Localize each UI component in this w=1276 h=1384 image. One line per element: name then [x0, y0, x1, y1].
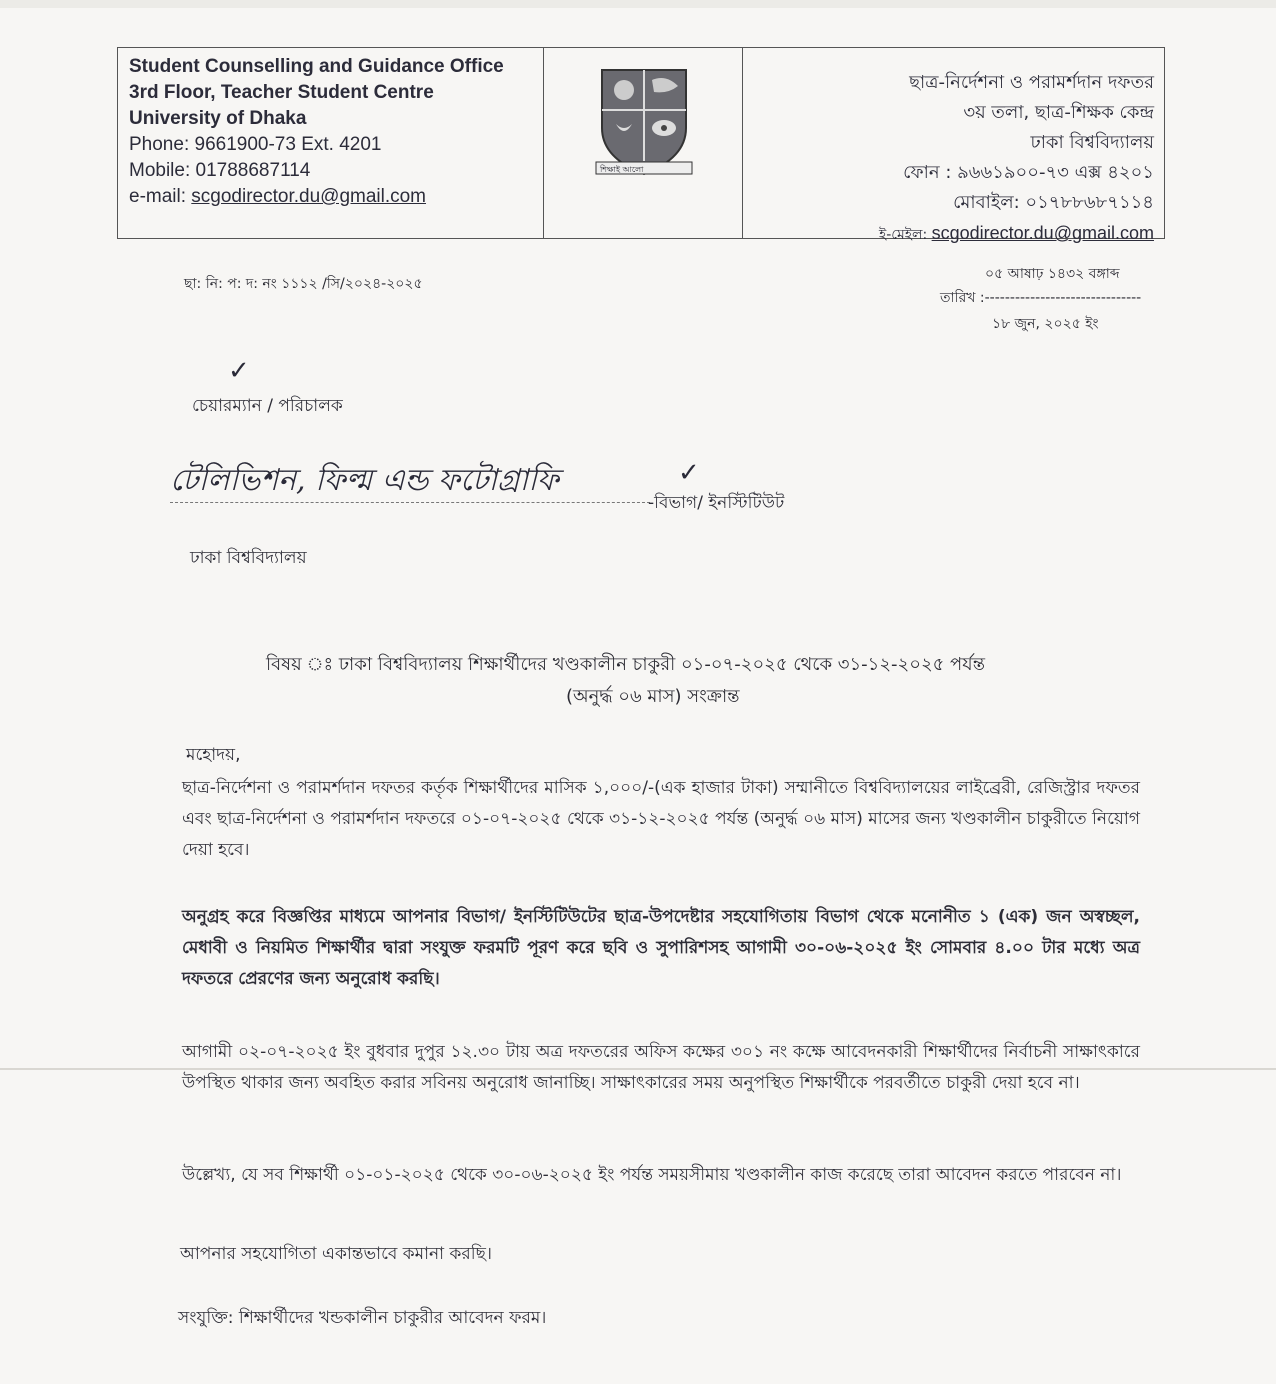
office-name-en: Student Counselling and Guidance Office: [129, 56, 504, 77]
mobile-bn: মোবাইল: ০১৭৮৮৬৮৭১১৪: [953, 192, 1154, 213]
thanks-line: আপনার সহযোগিতা একান্তভাবে কমানা করছি।: [180, 1244, 493, 1264]
memo-number: ছা: নি: প: দ: নং ১১১২ /সি/২০২৪-২০২৫: [184, 276, 423, 292]
letterhead-seal: [544, 48, 743, 238]
date-english: ১৮ জুন, ২০২৫ ইং: [992, 316, 1099, 332]
letterhead: [117, 47, 1165, 243]
recipient-designation: চেয়ারম্যান / পরিচালক: [192, 396, 343, 416]
date-bangla: ০৫ আষাঢ় ১৪৩২ বঙ্গাব্দ: [985, 266, 1120, 282]
university-en: University of Dhaka: [129, 108, 307, 129]
checkmark-icon: ✓: [678, 458, 700, 488]
letterhead-bangla: [743, 48, 1164, 243]
recipient-university: ঢাকা বিশ্ববিদ্যালয়: [190, 548, 307, 568]
date-label: তারিখ :-------------------------------: [940, 290, 1142, 306]
phone-en: Phone: 9661900-73 Ext. 4201: [129, 134, 382, 155]
attachment-line: সংযুক্তি: শিক্ষার্থীদের খন্ডকালীন চাকুরীর আবেদন ফরম।: [178, 1308, 547, 1328]
paragraph-3: আগামী ০২-০৭-২০২৫ ইং বুধবার দুপুর ১২.৩০ টায় অত্র দফতরের অফিস কক্ষের ৩০১ নং কক্ষে আবেদনকারী শিক্ষার্থীদের নির্বাচনী সাক্ষাৎকারে উপস্থিত থাকার জন্য অবহিত করার সবিনয় অনুরোধ জানাচ্ছি। সাক্ষাৎকারের সময় অনুপস্থিত শিক্ষার্থীকে পরবর্তীতে চাকুরী দেয়া হবে না।: [182, 1042, 1140, 1093]
letterhead-english: [118, 48, 544, 238]
paper-fold: [0, 1068, 1276, 1070]
phone-bn: ফোন : ৯৬৬১৯০০-৭৩ এক্স ৪২০১: [903, 162, 1154, 183]
mobile-en: Mobile: 01788687114: [129, 160, 311, 181]
seal-motto: শিক্ষাই আলো: [600, 165, 644, 174]
office-name-bn: ছাত্র-নির্দেশনা ও পরামর্শদান দফতর: [909, 72, 1154, 93]
department-suffix: -বিভাগ/ ইনস্টিটিউট: [648, 493, 785, 513]
email-link-bn[interactable]: scgodirector.du@gmail.com: [931, 223, 1154, 243]
university-seal-icon: [594, 66, 694, 178]
university-bn: ঢাকা বিশ্ববিদ্যালয়: [1030, 132, 1154, 153]
paragraph-1: ছাত্র-নির্দেশনা ও পরামর্শদান দফতর কর্তৃক শিক্ষার্থীদের মাসিক ১,০০০/-(এক হাজার টাকা) সম্মানীতে বিশ্ববিদ্যালয়ের লাইব্রেরী, রেজিস্ট্রার দফতর এবং ছাত্র-নির্দেশনা ও পরামর্শদান দফতরে ০১-০৭-২০২৫ থেকে ৩১-১২-২০২৫ পর্যন্ত (অনুর্দ্ধ ০৬ মাস) মাসের জন্য খণ্ডকালীন চাকুরীতে নিয়োগ দেয়া হবে।: [182, 778, 1140, 860]
subject-line-2: (অনুর্দ্ধ ০৬ মাস) সংক্রান্ত: [566, 686, 740, 707]
salutation: মহোদয়,: [186, 745, 241, 765]
email-link-en[interactable]: scgodirector.du@gmail.com: [191, 186, 427, 207]
floor-en: 3rd Floor, Teacher Student Centre: [129, 82, 434, 103]
scan-edge: [0, 0, 1276, 8]
email-bn: [743, 218, 1154, 250]
email-label-en: e-mail:: [129, 186, 192, 207]
handwritten-department: টেলিভিশন, ফিল্ম এন্ড ফটোগ্রাফি: [170, 463, 559, 498]
floor-bn: ৩য় তলা, ছাত্র-শিক্ষক কেন্দ্র: [963, 102, 1154, 123]
paragraph-2: অনুগ্রহ করে বিজ্ঞপ্তির মাধ্যমে আপনার বিভাগ/ ইনস্টিটিউটের ছাত্র-উপদেষ্টার সহযোগিতায় বিভাগ থেকে মনোনীত ১ (এক) জন অস্বচ্ছল, মেধাবী ও নিয়মিত শিক্ষার্থীর দ্বারা সংযুক্ত ফরমটি পূরণ করে ছবি ও সুপারিশসহ আগামী ৩০-০৬-২০২৫ ইং সোমবার ৪.০০ টার মধ্যে অত্র দফতরে প্রেরণের জন্য অনুরোধ করছি।: [182, 907, 1140, 989]
checkmark-icon: ✓: [228, 356, 250, 386]
fill-line: [170, 502, 650, 503]
email-en: [129, 184, 543, 210]
subject-line-1: বিষয় ঃ ঢাকা বিশ্ববিদ্যালয় শিক্ষার্থীদের খণ্ডকালীন চাকুরী ০১-০৭-২০২৫ থেকে ৩১-১২-২০২৫ পর্যন্ত: [266, 654, 986, 675]
email-label-bn: ই-মেইল:: [878, 227, 932, 243]
paragraph-4: উল্লেখ্য, যে সব শিক্ষার্থী ০১-০১-২০২৫ থেকে ৩০-০৬-২০২৫ ইং পর্যন্ত সময়সীমায় খণ্ডকালীন কাজ করেছে তারা আবেদন করতে পারবেন না।: [182, 1165, 1122, 1185]
